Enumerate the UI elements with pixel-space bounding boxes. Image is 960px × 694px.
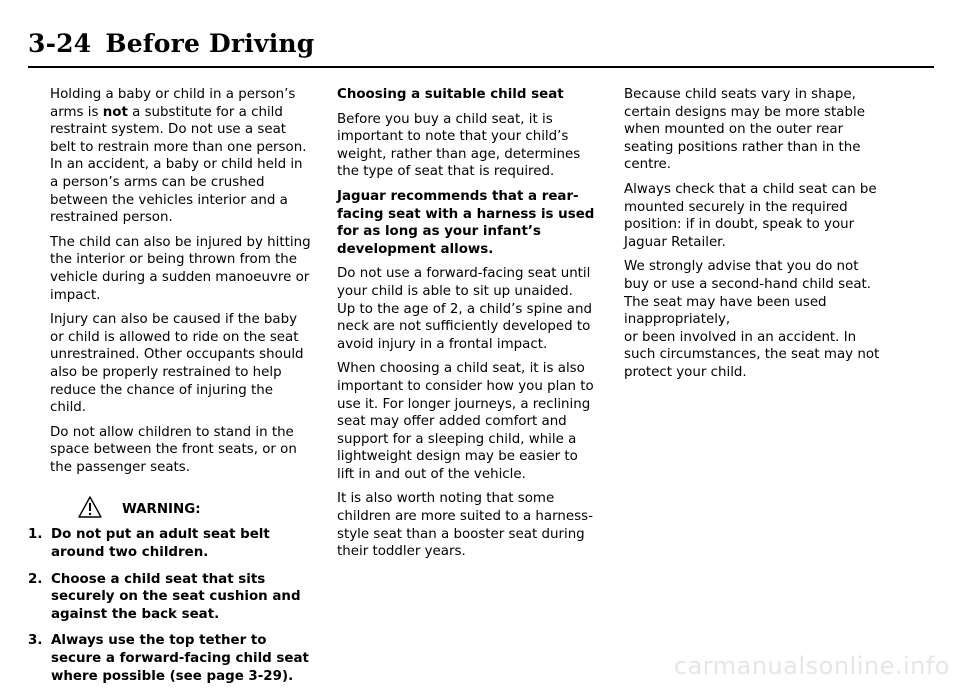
warning-item: 2. Choose a child seat that sits securely on the seat cushion and against the back seat. (28, 571, 301, 622)
paragraph-harness-style: It is also worth noting that some children are more suited to a harness-style seat than a booster seat during their toddler years. (337, 491, 593, 560)
column-2 (337, 86, 599, 568)
warning-item: 3. Always use the top tether to secure a forward-facing child seat where possible (see page 3-29). (28, 633, 309, 684)
paragraph-seat-shapes: Because child seats vary in shape, certain designs may be more stable when mounted on the outer rear seating positions rather than in the centre. (624, 87, 865, 173)
paragraph-standing: Do not allow children to stand in the space between the front seats, or on the passenger seats. (50, 424, 297, 475)
warning-title: WARNING: (122, 501, 201, 517)
page-header (28, 26, 314, 62)
paragraph-forward-facing: Do not use a forward-facing seat until your child is able to sit up unaided. (337, 266, 591, 299)
paragraph-thrown: The child can also be injured by hitting the interior or being thrown from the vehicle during a sudden manoeuvre or impact. (50, 234, 311, 303)
warning-box (28, 496, 318, 685)
paragraph-arms-not-substitute: Holding a baby or child in a person’s arms is not a substitute for a child restraint system. Do not use a seat belt to restrain more than one person. (50, 87, 307, 155)
warning-list (28, 526, 318, 685)
paragraph-check-mounting: Always check that a child seat can be mounted securely in the required position: if in doubt, speak to your Jaguar Retailer. (624, 181, 877, 250)
paragraph-accident: or been involved in an accident. In such circumstances, the seat may not protect your child. (624, 329, 880, 380)
paragraph-spine: Up to the age of 2, a child’s spine and neck are not sufficiently developed to avoid injury in a frontal impact. (337, 301, 592, 352)
page-number: 3-24 (28, 29, 92, 58)
column-3 (624, 86, 886, 389)
section-heading-choosing-seat: Choosing a suitable child seat (337, 87, 564, 102)
watermark: carmanualsonline.info (673, 652, 950, 680)
header-rule (28, 66, 934, 68)
paragraph-recommendation: Jaguar recommends that a rear-facing seat with a harness is used for as long as your infant’s development allows. (337, 188, 595, 257)
paragraph-unrestrained: Injury can also be caused if the baby or child is allowed to ride on the seat unrestrained. Other occupants should also be properly restrained to help reduce the chance of injuring the child. (50, 312, 304, 416)
paragraph-weight: Before you buy a child seat, it is important to note that your child’s weight, rather than age, determines the type of seat that is required. (337, 111, 581, 180)
warning-triangle-icon (78, 496, 102, 518)
paragraph-second-hand: We strongly advise that you do not buy or use a second-hand child seat. The seat may have been used inappropriately, (624, 259, 872, 328)
warning-heading (78, 496, 318, 518)
column-1 (28, 86, 312, 694)
emphasis-not: not (102, 104, 128, 120)
section-title: Before Driving (105, 29, 315, 58)
warning-item: 1. Do not put an adult seat belt around two children. (28, 527, 270, 561)
paragraph-crushed: In an accident, a baby or child held in a person’s arms can be crushed between the vehicles interior and a restrained person. (50, 157, 303, 226)
paragraph-journeys: When choosing a child seat, it is also important to consider how you plan to use it. For longer journeys, a reclining seat may offer added comfort and support for a sleeping child, while a lightweight design may be easier to lift in and out of the vehicle. (337, 361, 594, 482)
